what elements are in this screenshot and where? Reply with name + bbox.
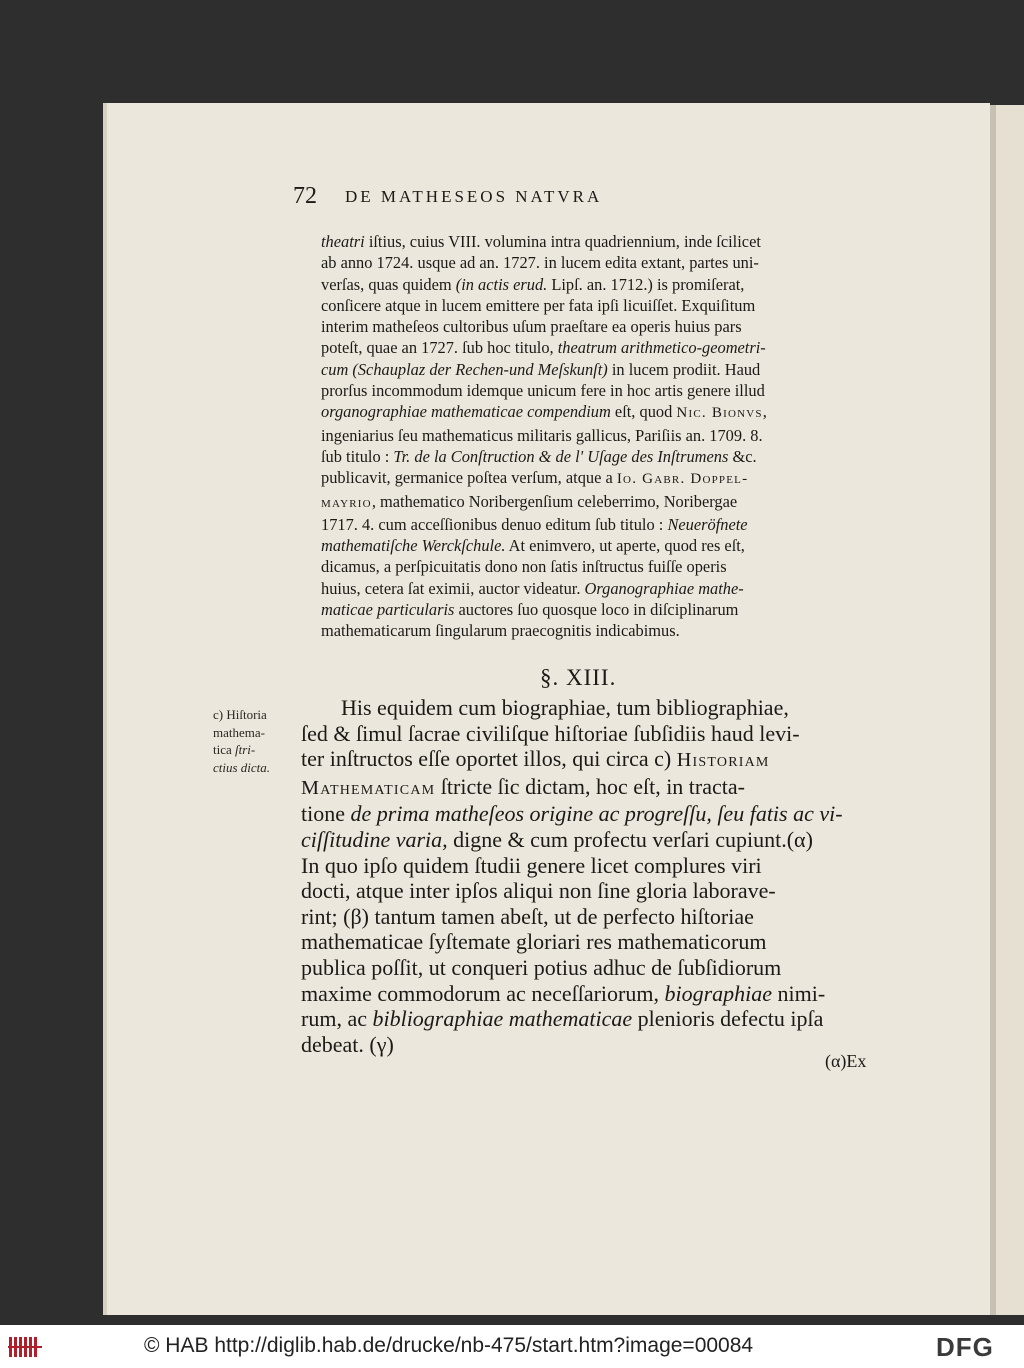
copyright-url[interactable]: © HAB http://diglib.hab.de/drucke/nb-475/start.htm?image=00084 <box>144 1334 754 1357</box>
text-line: ingeniarius ſeu mathematicus militaris gallicus, Pariſiis an. 1709. 8. <box>321 425 763 445</box>
text-line: mathematicae ſyſtemate gloriari res mathematicorum <box>301 929 767 955</box>
text-line: In quo ipſo quidem ſtudii genere licet complures viri <box>301 852 762 878</box>
text-line: rint; (β) tantum tamen abeſt, ut de perfecto hiſtoriae <box>301 903 754 929</box>
text-line: mayrio, mathematico Noribergenſium celeberrimo, Noribergae <box>321 491 738 511</box>
text-line: dicamus, a perſpicuitatis dono non ſatis inſtructus fuiſſe operis <box>321 557 727 577</box>
text-line: interim matheſeos cultoribus uſum praeſtare ea operis huius pars <box>321 317 742 337</box>
marginal-line: ctius dicta. <box>213 759 271 775</box>
text-line: theatri iſtius, cuius VIII. volumina intra quadriennium, inde ſcilicet <box>321 232 761 251</box>
marginal-note <box>213 706 295 776</box>
text-line: debeat. (γ) <box>301 1031 394 1057</box>
text-line: ciſſitudine varia, digne & cum profectu verſari cupiunt.(α) <box>301 826 813 852</box>
footer-bar <box>0 1325 1024 1368</box>
running-title: DE MATHESEOS NATVRA <box>345 187 603 206</box>
text-line: ab anno 1724. usque ad an. 1727. in lucem edita extant, partes uni- <box>321 253 759 273</box>
large-text-block <box>301 695 877 1057</box>
text-line: Mathematicam ſtricte ſic dictam, hoc eſt, in tracta- <box>301 773 745 799</box>
text-line: mathematicarum ſingularum praecognitis indicabimus. <box>321 621 680 641</box>
text-line: mathematiſche Werckſchule. At enimvero, ut aperte, quod res eſt, <box>321 536 745 556</box>
text-line: maticae particularis auctores ſuo quosque loco in diſciplinarum <box>321 600 739 620</box>
small-text-block <box>321 231 874 642</box>
text-line: tione de prima matheſeos origine ac progreſſu, ſeu fatis ac vi- <box>301 801 843 827</box>
page-gutter <box>103 103 107 1315</box>
text-line: cum (Schauplaz der Rechen-und Meſskunſt) in lucem prodiit. Haud <box>321 359 761 379</box>
text-line: ſub titulo : Tr. de la Conſtruction & de l' Uſage des Inſtrumens &c. <box>321 446 757 466</box>
dfg-logo: DFG <box>936 1332 994 1362</box>
book-page <box>103 103 990 1315</box>
hab-logo-icon <box>8 1334 42 1360</box>
marginal-line: tica ſtri- <box>213 742 256 757</box>
text-line: ter inſtructos eſſe oportet illos, qui circa c) Historiam <box>301 746 770 772</box>
text-line: publica poſſit, ut conqueri potius adhuc de ſubſidiorum <box>301 954 782 980</box>
text-line: 1717. 4. cum acceſſionibus denuo editum ſub titulo : Neueröfnete <box>321 514 748 534</box>
text-line: ſed & ſimul ſacrae civiliſque hiſtoriae ſubſidiis haud levi- <box>301 720 800 746</box>
text-line: docti, atque inter ipſos aliqui non ſine gloria laborave- <box>301 878 776 904</box>
text-line: rum, ac bibliographiae mathematicae plenioris defectu ipſa <box>301 1006 824 1032</box>
text-line: verſas, quas quidem (in actis erud. Lipſ. an. 1712.) is promiſerat, <box>321 274 745 294</box>
text-line: publicavit, germanice poſtea verſum, atque a Io. Gabr. Doppel- <box>321 468 749 488</box>
marginal-line: c) Hiſtoria <box>213 707 267 722</box>
section-heading: §. XIII. <box>540 665 617 690</box>
text-line: His equidem cum biographiae, tum bibliographiae, <box>341 695 789 720</box>
text-line: poteſt, quae an 1727. ſub hoc titulo, theatrum arithmetico-geometri- <box>321 338 766 358</box>
text-line: maxime commodorum ac neceſſariorum, biographiae nimi- <box>301 980 826 1006</box>
catchword: (α)Ex <box>825 1051 867 1071</box>
marginal-line: mathema- <box>213 724 265 740</box>
text-line: organographiae mathematicae compendium eſt, quod Nic. Bionvs, <box>321 402 767 422</box>
page-number: 72 <box>293 183 317 209</box>
text-line: huius, cetera ſat eximii, auctor videatur. Organographiae mathe- <box>321 578 744 598</box>
next-page-edge <box>990 105 1024 1315</box>
text-line: conſicere atque in lucem emittere per fata ipſi licuiſſet. Exquiſitum <box>321 295 756 315</box>
text-line: prorſus incommodum idemque unicum fere in hoc artis genere illud <box>321 381 765 401</box>
